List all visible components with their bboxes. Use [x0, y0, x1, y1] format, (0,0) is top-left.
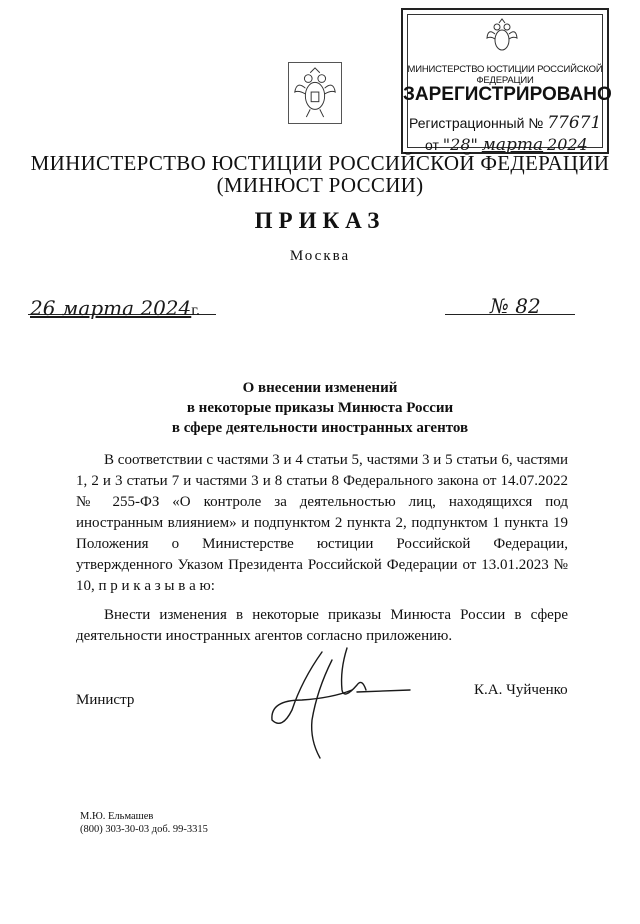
body-paragraph: В соответствии с частями 3 и 4 статьи 5, частями 3 и 5 статьи 6, частями 1, 2 и 3 статьи 7 и частями 3 и 8 статьи 8 Федерального закона от 14.07.2022 № 255-ФЗ «О контроле за деятельностью лиц, находящихся под иностранным влиянием» и подпунктом 2 пункта 2, подпунктом 1 пункта 19 Положения о Министерстве юстиции Российской Федерации, утвержденного Указом Президента Российской Федерации от 13.01.2023 № 10, п р и к а з ы в а ю: — [76, 452, 568, 594]
title-line: в некоторые приказы Минюста России — [186, 400, 454, 416]
stamp-date-day: "28" — [442, 135, 478, 154]
stamp-date-year: 2024 — [547, 135, 588, 154]
title-line: в сфере деятельности иностранных агентов — [171, 420, 469, 436]
executor-name: М.Ю. Ельмашев — [80, 811, 154, 822]
order-date-suffix: г. — [191, 302, 201, 319]
document-title — [0, 378, 640, 438]
ministry-short-name: (МИНЮСТ РОССИИ) — [216, 173, 424, 197]
city: Москва — [289, 248, 351, 264]
stamp-date-prefix: от — [425, 137, 439, 153]
coat-of-arms-emblem — [288, 62, 342, 124]
order-number: № 82 — [490, 294, 541, 318]
stamp-reg-label: Регистрационный № — [409, 115, 544, 131]
order-date-handwritten: 26 марта 2024 — [30, 296, 192, 320]
stamp-reg-number-row — [409, 113, 601, 133]
document-body — [76, 450, 568, 647]
document-type: ПРИКАЗ — [254, 208, 386, 233]
stamp-registered-label: ЗАРЕГИСТРИРОВАНО — [403, 84, 612, 105]
double-headed-eagle-icon — [289, 63, 341, 123]
handwritten-signature — [262, 640, 412, 760]
registration-stamp — [401, 8, 612, 155]
signatory-position: Министр — [76, 692, 135, 708]
stamp-ministry-text: МИНИСТЕРСТВО ЮСТИЦИИ РОССИЙСКОЙ ФЕДЕРАЦИИ — [407, 64, 603, 86]
stamp-eagle-icon — [485, 18, 519, 58]
ministry-header — [0, 152, 640, 196]
executor-phone: (800) 303-30-03 доб. 99-3315 — [80, 824, 208, 835]
signatory-name: К.А. Чуйченко — [474, 682, 568, 698]
order-date — [30, 296, 200, 321]
executor-info — [80, 810, 208, 836]
body-paragraph: Внести изменения в некоторые приказы Минюста России в сфере деятельности иностранных агентов согласно приложению. — [76, 607, 568, 644]
ministry-name: МИНИСТЕРСТВО ЮСТИЦИИ РОССИЙСКОЙ ФЕДЕРАЦИИ — [30, 151, 610, 175]
stamp-reg-number: 77671 — [547, 113, 602, 133]
title-line: О внесении изменений — [242, 380, 398, 396]
stamp-date-month: марта — [481, 135, 544, 155]
